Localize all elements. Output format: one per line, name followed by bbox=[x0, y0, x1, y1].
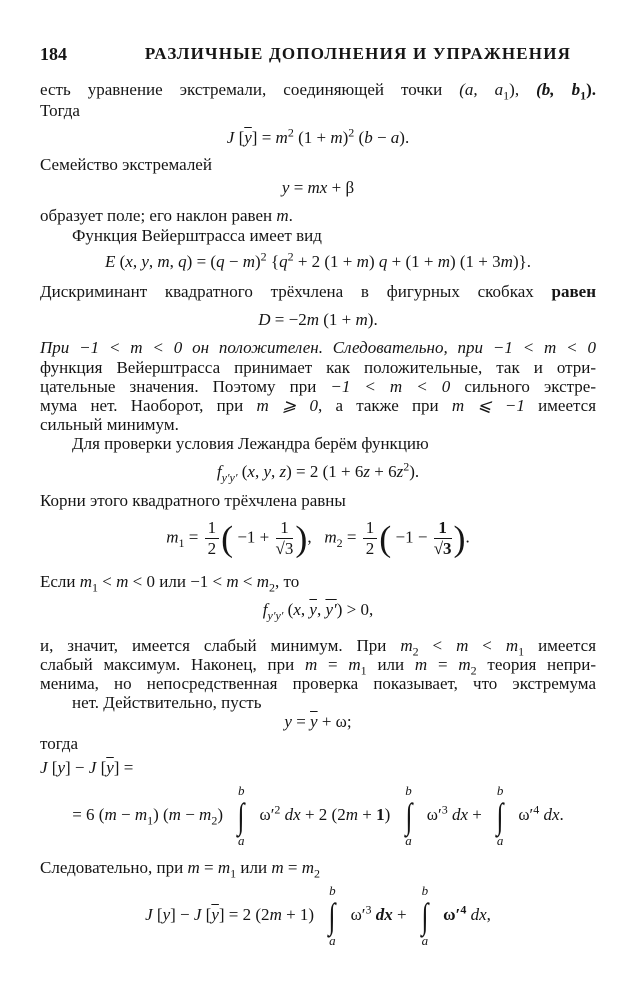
text-line-22: и, значит, имеется слабый минимум. При $m_2 < m < m_1$ имеется bbox=[40, 636, 597, 659]
equation-roots: $m_1$ = $\frac{1}{2}$ ( −1 + $\frac{1}{√3}$ ), $m_2$ = $\frac{1}{2}$ ( −1 − $\frac{1}{√3}$ ). bbox=[166, 518, 470, 559]
equation-difference-expansion: = 6 $(m - m_1)$ $(m - m_2)$ b ∫ a $\omega'^2$ dx + 2 (2m + 1) b ∫ a $\omega'^3$ dx + b ∫ a $\omega'^4$ dx. bbox=[72, 783, 564, 848]
equation-legendre-condition: $f_{y'y'}$ (x, $\overline{y}$, y′) > 0, bbox=[262, 600, 374, 623]
equation-functional-value: J $[\overline{y}] = m^2$ $(1 + m)^2$ (b − a). bbox=[226, 125, 410, 147]
text-line-20: Если $m_1 < m < 0$ или $-1 < m < m_2$, то bbox=[40, 572, 300, 595]
page-number: 184 bbox=[40, 44, 67, 64]
equation-difference-final: J [y] − J $[\overline{y}] = 2$ (2m + 1) b ∫ a $\omega'^3$ dx + b ∫ a $\omega'^4$ dx, bbox=[145, 883, 491, 948]
text-line-6: образует поле; его наклон равен m. bbox=[40, 206, 293, 225]
text-line-4: Семейство экстремалей bbox=[40, 155, 212, 174]
text-line-27: тогда bbox=[40, 734, 79, 753]
text-line-1: есть уравнение экстремали, соединяющей точки (a, $a_1$), (b, $b_1$). bbox=[40, 80, 596, 103]
text-line-30: Следовательно, при $m = m_1$ или $m = m_2$ bbox=[40, 858, 320, 881]
equation-extremal-family: y = mx + β bbox=[281, 178, 355, 197]
text-line-12: функция Вейерштрасса принимает как положительные, так и отри- bbox=[40, 358, 596, 377]
text-line-16: Для проверки условия Лежандра берём функцию bbox=[72, 434, 429, 453]
text-line-11: При −1 < m < 0 он положителен. Следовательно, при −1 < m < 0 bbox=[40, 338, 597, 357]
equation-legendre-function: $f_{y'y'}$ (x, y, z) = 2 $(1 + 6z + 6z^2)$. bbox=[216, 459, 420, 485]
text-line-2: Тогда bbox=[40, 101, 80, 120]
equation-difference-lhs: J [y] − J $[\overline{y}]$ = bbox=[40, 758, 134, 777]
text-line-18: Корни этого квадратного трёхчлена равны bbox=[40, 491, 346, 510]
text-line-13: цательные значения. Поэтому при −1 < m < 0 сильного экстре- bbox=[40, 377, 596, 396]
text-line-9: Дискриминант квадратного трёхчлена в фигурных скобках равен bbox=[40, 282, 597, 301]
text-line-24: менима, но непосредственная проверка показывает, что экстремума bbox=[40, 674, 596, 693]
text-line-15: сильный минимум. bbox=[40, 415, 179, 434]
text-line-25: нет. Действительно, пусть bbox=[72, 693, 262, 712]
running-title: РАЗЛИЧНЫЕ ДОПОЛНЕНИЯ И УПРАЖНЕНИЯ bbox=[144, 44, 572, 63]
equation-discriminant: D = −2m (1 + m). bbox=[258, 310, 378, 329]
text-line-14: мума нет. Наоборот, при m ⩾ 0, а также при m ⩽ −1 имеется bbox=[40, 396, 597, 415]
equation-weierstrass-function: E (x, y, m, $q) = (q - m)^2$ {$q^2 + 2$ (1 + m) q + (1 + m) (1 + 3m)}. bbox=[104, 249, 532, 271]
equation-perturbation: $y = \overline{y} + \omega$; bbox=[284, 712, 352, 731]
text-line-7: Функция Вейерштрасса имеет вид bbox=[72, 226, 322, 245]
text-line-23: слабый максимум. Наконец, при $m = m_1$ или $m = m_2$ теория непри- bbox=[40, 655, 597, 678]
